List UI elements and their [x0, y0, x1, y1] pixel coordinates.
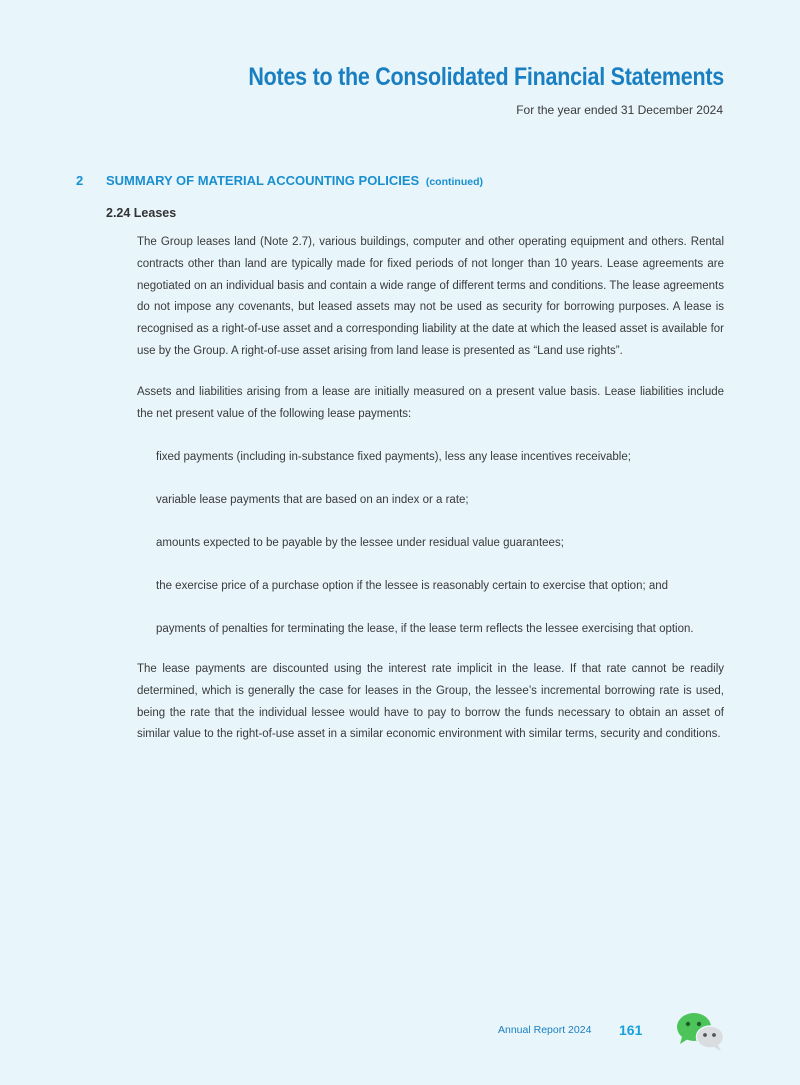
list-item: fixed payments (including in-substance fixed payments), less any lease incentives receivable; — [156, 451, 631, 463]
paragraph-initial-measurement: Assets and liabilities arising from a lease are initially measured on a present value basis. Lease liabilities include the net present value of the following lease payments: — [137, 386, 724, 420]
list-item: payments of penalties for terminating the lease, if the lease term reflects the lessee exercising that option. — [156, 623, 694, 635]
page-number: 161 — [619, 1022, 643, 1038]
page-title: Notes to the Consolidated Financial Statements — [248, 63, 724, 91]
page-subtitle: For the year ended 31 December 2024 — [516, 103, 723, 117]
section-continued-label: (continued) — [425, 176, 483, 188]
subsection-heading: 2.24 Leases — [106, 206, 177, 220]
section-number: 2 — [76, 173, 84, 188]
footer-report-label: Annual Report 2024 — [498, 1024, 592, 1036]
list-item: variable lease payments that are based on an index or a rate; — [156, 494, 469, 506]
paragraph-lease-overview: The Group leases land (Note 2.7), various buildings, computer and other operating equipment and others. Rental contracts other than land are typically made for fixed periods of not longer than 10 years. Lease agreements are negotiated on an individual basis and contain a wide range of different terms and conditions. The lease agreements do not impose any covenants, but leased assets may not be used as security for borrowing purposes. A lease is recognised as a right-of-use asset and a corresponding liability at the date at which the leased asset is available for use by the Group. A right-of-use asset arising from land lease is presented as “Land use rights”. — [137, 236, 724, 357]
wechat-icon[interactable] — [674, 1010, 726, 1052]
paragraph-discount-rate: The lease payments are discounted using the interest rate implicit in the lease. If that rate cannot be readily determined, which is generally the case for leases in the Group, the lessee’s incremental borrowing rate is used, being the rate that the individual lessee would have to pay to borrow the funds necessary to obtain an asset of similar value to the right-of-use asset in a similar economic environment with similar terms, security and conditions. — [137, 663, 724, 741]
section-title: SUMMARY OF MATERIAL ACCOUNTING POLICIES — [106, 173, 420, 188]
list-item: amounts expected to be payable by the lessee under residual value guarantees; — [156, 537, 564, 549]
section-heading — [76, 173, 483, 188]
list-item: the exercise price of a purchase option if the lessee is reasonably certain to exercise that option; and — [156, 580, 669, 592]
